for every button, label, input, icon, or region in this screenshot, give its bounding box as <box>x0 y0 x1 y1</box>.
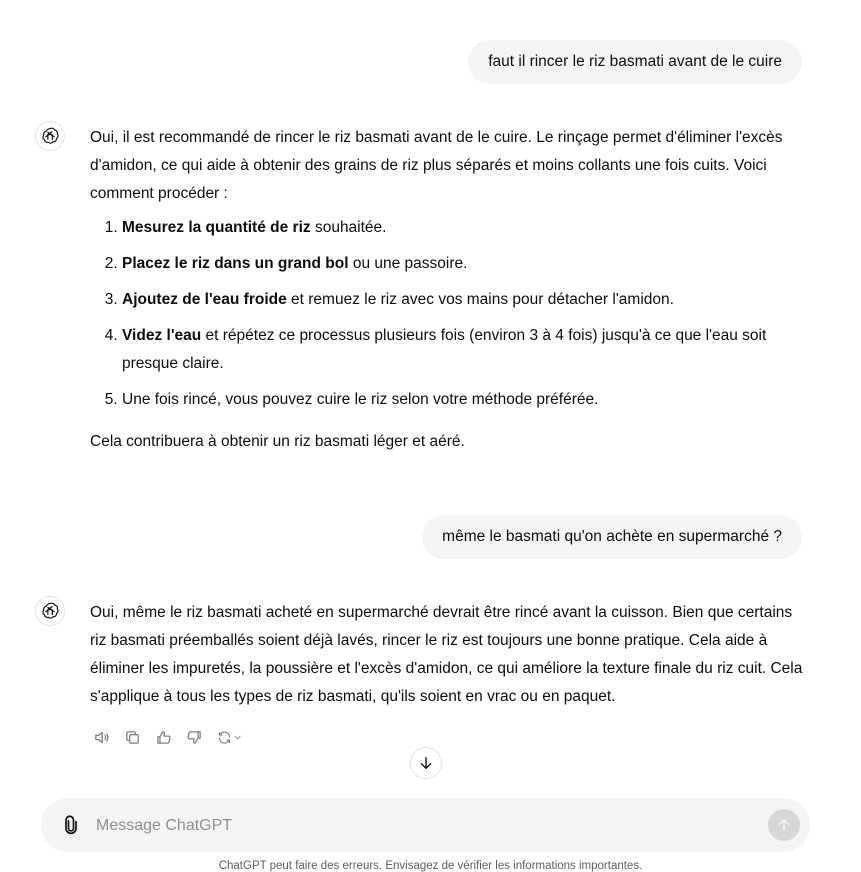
step-text: ou une passoire. <box>348 255 468 272</box>
list-item <box>122 250 806 278</box>
arrow-up-icon <box>776 817 792 833</box>
user-message: faut il rincer le riz basmati avant de le cuire <box>468 40 802 84</box>
assistant-message <box>90 599 806 711</box>
step-text: et répétez ce processus plusieurs fois (environ 3 à 4 fois) jusqu'à ce que l'eau soit presque claire. <box>122 327 767 372</box>
scroll-to-bottom-button[interactable] <box>410 747 442 779</box>
regenerate-icon[interactable] <box>214 726 246 748</box>
message-input[interactable] <box>94 810 738 842</box>
thumbs-down-icon[interactable] <box>183 726 205 748</box>
step-text: souhaitée. <box>310 219 387 236</box>
list-item <box>122 386 806 414</box>
paperclip-icon[interactable] <box>59 813 83 837</box>
step-bold: Placez le riz dans un grand bol <box>122 255 349 272</box>
assistant-answer: Oui, même le riz basmati acheté en supermarché devrait être rincé avant la cuisson. Bien que certains riz basmati préemballés soient déjà lavés, rincer le riz est toujours une bonne pratique. Cela aide à éliminer les impuretés, la poussière et l'excès d'amidon, ce qui améliore la texture finale du riz cuit. Cela s'applique à tous les types de riz basmati, qu'ils soient en vrac ou en paquet. <box>90 604 803 705</box>
step-bold: Videz l'eau <box>122 327 202 344</box>
message-composer <box>41 798 810 852</box>
send-button[interactable] <box>768 809 800 841</box>
speaker-icon[interactable] <box>90 726 112 748</box>
chevron-down-icon[interactable] <box>232 732 243 743</box>
message-actions <box>90 726 246 748</box>
disclaimer-text: ChatGPT peut faire des erreurs. Envisagez de vérifier les informations importantes. <box>218 860 643 872</box>
list-item <box>122 214 806 242</box>
steps-list <box>90 214 806 414</box>
step-bold: Ajoutez de l'eau froide <box>122 291 287 308</box>
chatgpt-logo-icon <box>35 121 65 151</box>
assistant-intro: Oui, il est recommandé de rincer le riz basmati avant de le cuire. Le rinçage permet d'éliminer l'excès d'amidon, ce qui aide à obtenir des grains de riz plus séparés et moins collants une fois cuits. Voici comment procéder : <box>90 129 783 202</box>
arrow-down-icon <box>418 755 434 771</box>
step-text: Une fois rincé, vous pouvez cuire le riz selon votre méthode préférée. <box>122 391 599 408</box>
chatgpt-logo-icon <box>35 596 65 626</box>
list-item <box>122 286 806 314</box>
assistant-message <box>90 124 806 456</box>
list-item <box>122 322 806 378</box>
assistant-outro: Cela contribuera à obtenir un riz basmati léger et aéré. <box>90 433 465 450</box>
thumbs-up-icon[interactable] <box>152 726 174 748</box>
step-bold: Mesurez la quantité de riz <box>122 219 311 236</box>
user-message: même le basmati qu'on achète en supermarché ? <box>422 515 802 559</box>
copy-icon[interactable] <box>121 726 143 748</box>
step-text: et remuez le riz avec vos mains pour détacher l'amidon. <box>286 291 674 308</box>
